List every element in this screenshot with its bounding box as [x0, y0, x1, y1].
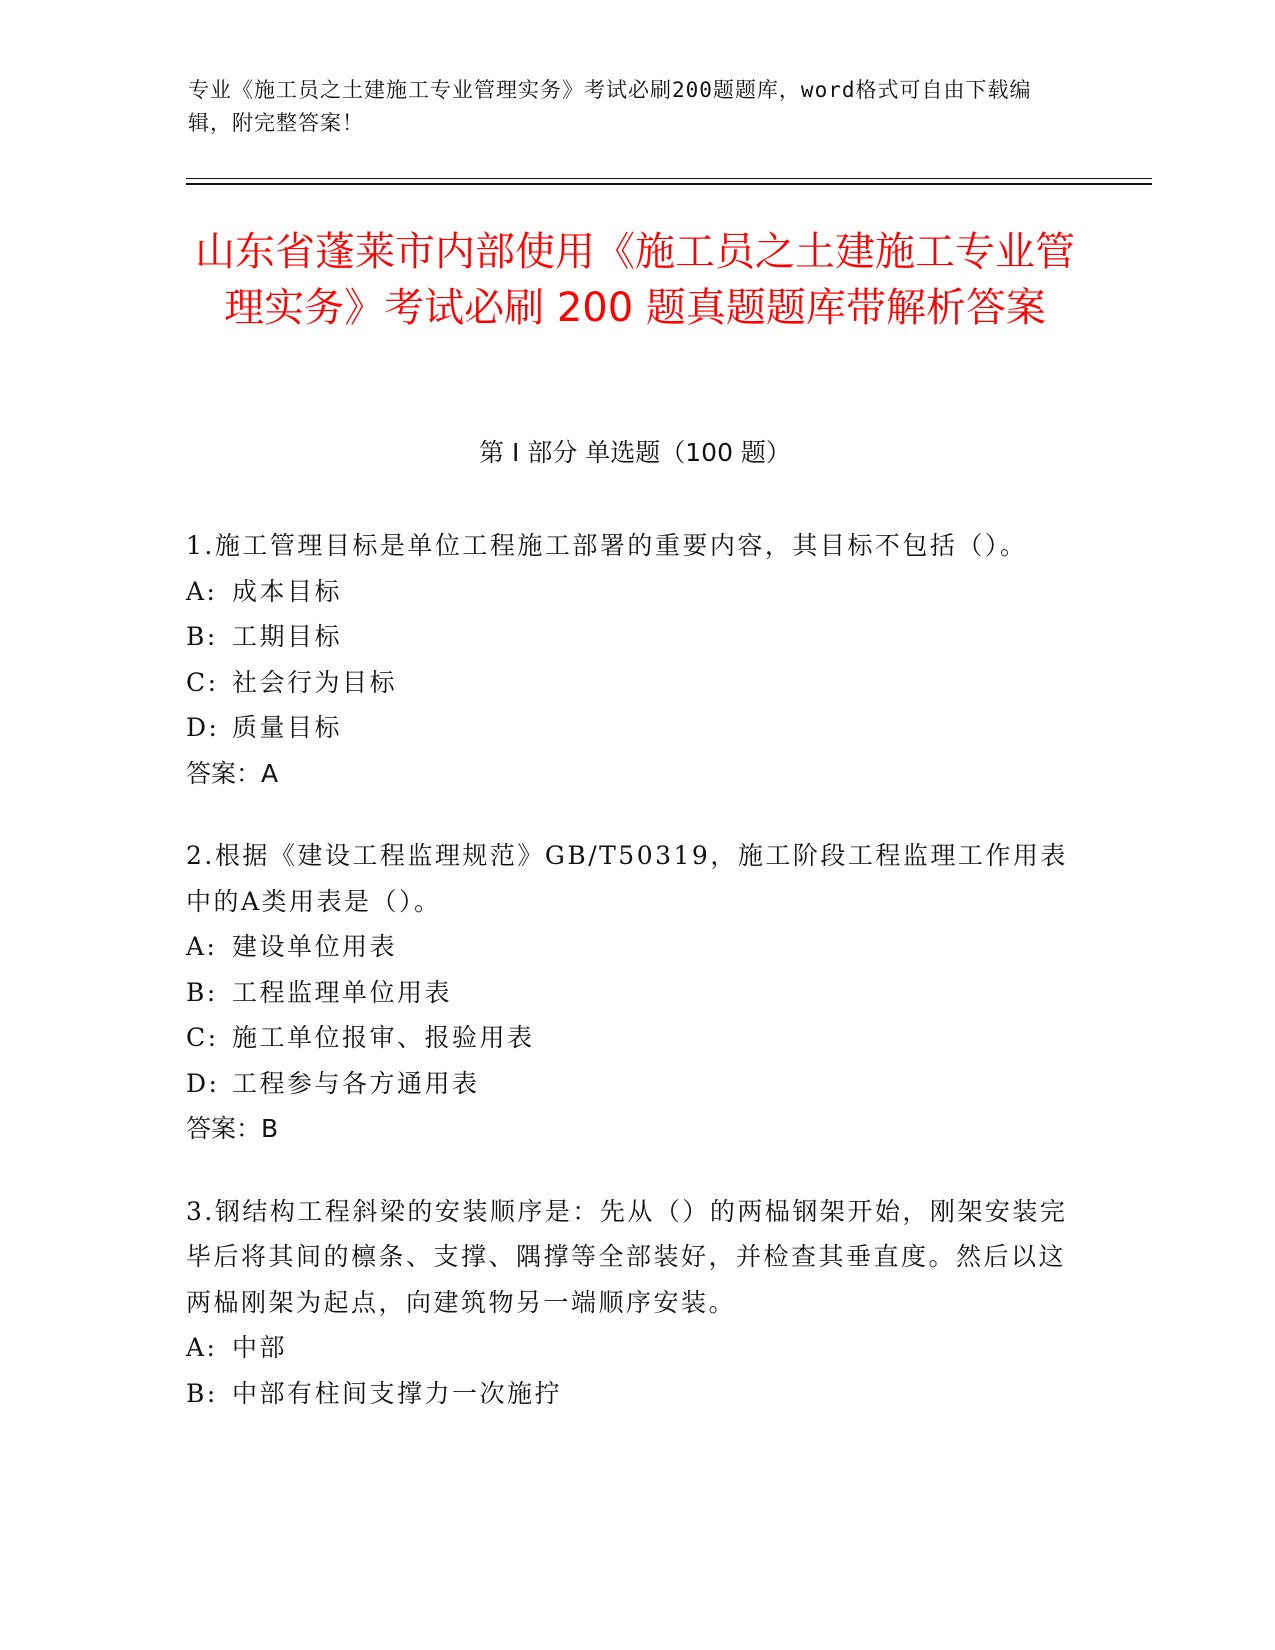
- option-text: 社会行为目标: [232, 667, 398, 697]
- option-text: 工程监理单位用表: [232, 977, 453, 1007]
- option-letter: D:: [186, 713, 220, 742]
- section-heading: 第 I 部分 单选题（100 题）: [479, 438, 791, 467]
- answer-line: 答案：B: [186, 1114, 279, 1143]
- option-text: 中部: [232, 1333, 288, 1362]
- option-text: 成本目标: [232, 576, 343, 606]
- question-list: [186, 523, 1076, 1453]
- option-text: 工期目标: [232, 622, 343, 651]
- option-a: [186, 1325, 1076, 1371]
- option-b: [186, 970, 1076, 1016]
- question-3: [186, 1189, 1076, 1417]
- question-text: 3.钢结构工程斜梁的安装顺序是：先从（）的两榀钢架开始，刚架安装完毕后将其间的檩条、支撑、隅撑等全部装好，并检查其垂直度。然后以这两榀刚架为起点，向建筑物另一端顺序安装。: [186, 1196, 1068, 1317]
- answer-line: 答案：A: [186, 758, 279, 788]
- option-text: 工程参与各方通用表: [232, 1068, 480, 1098]
- option-a: [186, 569, 1076, 615]
- option-text: 中部有柱间支撑力一次施拧: [232, 1378, 563, 1408]
- question-text: 1.施工管理目标是单位工程施工部署的重要内容，其目标不包括（）。: [186, 531, 1028, 560]
- option-b: [186, 614, 1076, 660]
- option-a: [186, 924, 1076, 970]
- option-c: [186, 660, 1076, 706]
- option-letter: B:: [186, 1378, 218, 1408]
- question-1: [186, 523, 1076, 796]
- option-text: 建设单位用表: [232, 932, 398, 961]
- option-letter: B:: [186, 977, 218, 1007]
- option-b: [186, 1371, 1076, 1417]
- header-divider-thin: [186, 178, 1152, 179]
- question-text: 2.根据《建设工程监理规范》GB/T50319，施工阶段工程监理工作用表中的A类用表是（）。: [186, 841, 1068, 916]
- option-letter: C:: [186, 1023, 219, 1052]
- document-title: 山东省蓬莱市内部使用《施工员之土建施工专业管理实务》考试必刷 200 题真题题库带解析答案: [195, 229, 1075, 331]
- header-divider-thick: [186, 183, 1152, 185]
- option-letter: A:: [186, 1333, 218, 1362]
- header-note: 专业《施工员之土建施工专业管理实务》考试必刷200题题库，word格式可自由下载编辑，附完整答案！: [188, 78, 1032, 135]
- option-text: 质量目标: [232, 713, 343, 742]
- option-letter: C:: [186, 667, 219, 697]
- option-d: [186, 705, 1076, 751]
- option-letter: A:: [186, 576, 218, 606]
- option-letter: B:: [186, 622, 218, 651]
- option-text: 施工单位报审、报验用表: [232, 1023, 535, 1052]
- option-d: [186, 1061, 1076, 1107]
- option-letter: D:: [186, 1068, 220, 1098]
- question-2: [186, 833, 1076, 1152]
- option-c: [186, 1015, 1076, 1061]
- option-letter: A:: [186, 932, 218, 961]
